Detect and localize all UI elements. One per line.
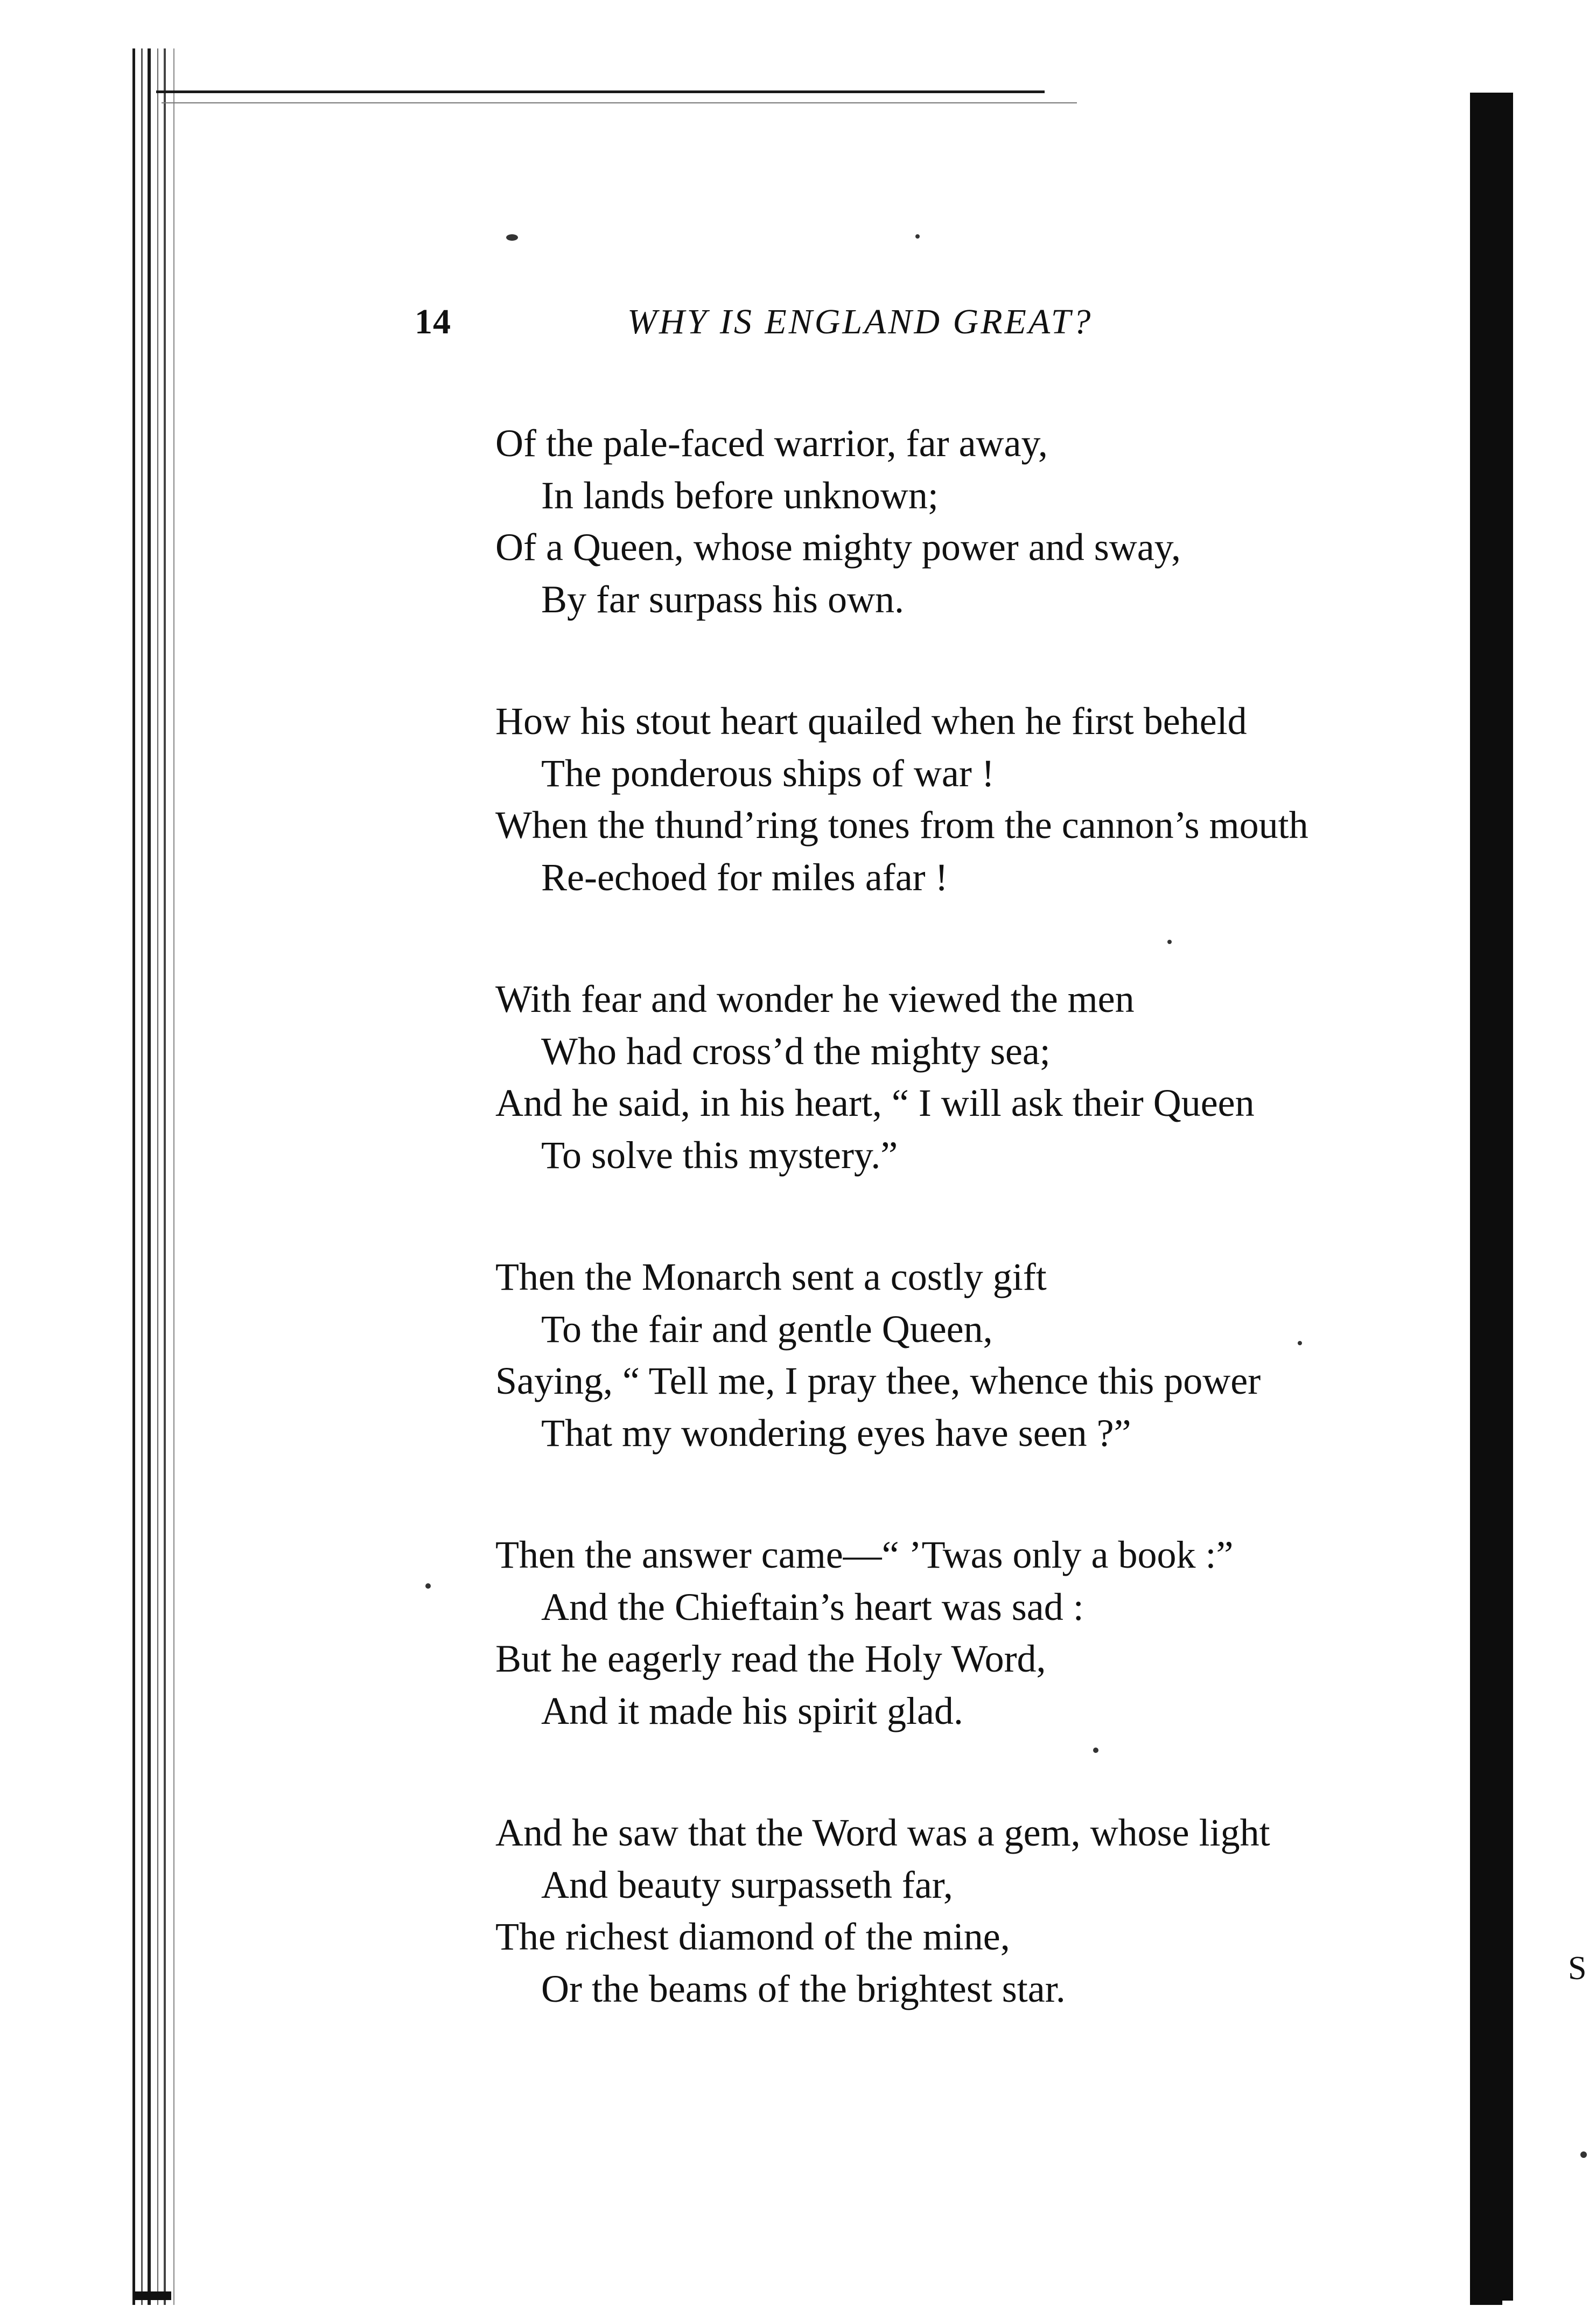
stanza: [495, 1807, 1454, 2015]
poem-line: Re-echoed for miles afar !: [541, 855, 948, 899]
poem-line: How his stout heart quailed when he first beheld: [495, 700, 1247, 743]
stanza: [495, 417, 1454, 625]
top-rule-faint: [162, 102, 1077, 103]
poem-line: When the thund’ring tones from the cannon’s mouth: [495, 803, 1308, 847]
poem-line: Or the beams of the brightest star.: [541, 1967, 1066, 2010]
dust-speck: [506, 234, 518, 241]
poem-line: Of the pale-faced warrior, far away,: [495, 422, 1048, 465]
poem-line: To solve this mystery.”: [541, 1133, 898, 1177]
stanza: [495, 695, 1454, 903]
bottom-corner-mark: [134, 2291, 171, 2300]
stanza: [495, 1529, 1454, 1737]
poem-line: Saying, “ Tell me, I pray thee, whence this power: [495, 1359, 1261, 1402]
poem-line: In lands before unknown;: [541, 473, 939, 517]
poem-line: The richest diamond of the mine,: [495, 1915, 1010, 1958]
page-number: 14: [415, 302, 451, 341]
right-page-edge: [1470, 93, 1513, 2301]
poem-line: Who had cross’d the mighty sea;: [541, 1029, 1051, 1073]
poem-line: And beauty surpasseth far,: [541, 1863, 953, 1906]
poem-body: [495, 417, 1454, 2085]
poem-line: Of a Queen, whose mighty power and sway,: [495, 526, 1181, 569]
stanza: [495, 1251, 1454, 1459]
poem-line: And the Chieftain’s heart was sad :: [541, 1585, 1084, 1629]
poem-line: But he eagerly read the Holy Word,: [495, 1637, 1046, 1680]
poem-line: To the fair and gentle Queen,: [541, 1307, 993, 1351]
poem-line: Then the answer came—“ ’Twas only a book :”: [495, 1533, 1234, 1576]
right-page-edge-tail: [1470, 2262, 1502, 2305]
poem-line: With fear and wonder he viewed the men: [495, 977, 1135, 1021]
poem-line: And it made his spirit glad.: [541, 1689, 963, 1732]
poem-line: And he saw that the Word was a gem, whose light: [495, 1811, 1270, 1854]
dust-speck: [425, 1583, 431, 1589]
poem-line: And he said, in his heart, “ I will ask their Queen: [495, 1081, 1255, 1124]
binding-gutter: [129, 48, 188, 2305]
poem-line: By far surpass his own.: [541, 577, 904, 621]
poem-line: That my wondering eyes have seen ?”: [541, 1411, 1131, 1455]
dust-speck: [1580, 2151, 1587, 2158]
running-head: WHY IS ENGLAND GREAT?: [627, 302, 1093, 341]
poem-line: Then the Monarch sent a costly gift: [495, 1255, 1047, 1298]
dust-speck: [915, 234, 920, 239]
margin-fragment: S: [1568, 1950, 1587, 1987]
poem-line: The ponderous ships of war !: [541, 751, 995, 795]
stanza: [495, 973, 1454, 1181]
top-rule: [156, 90, 1045, 93]
